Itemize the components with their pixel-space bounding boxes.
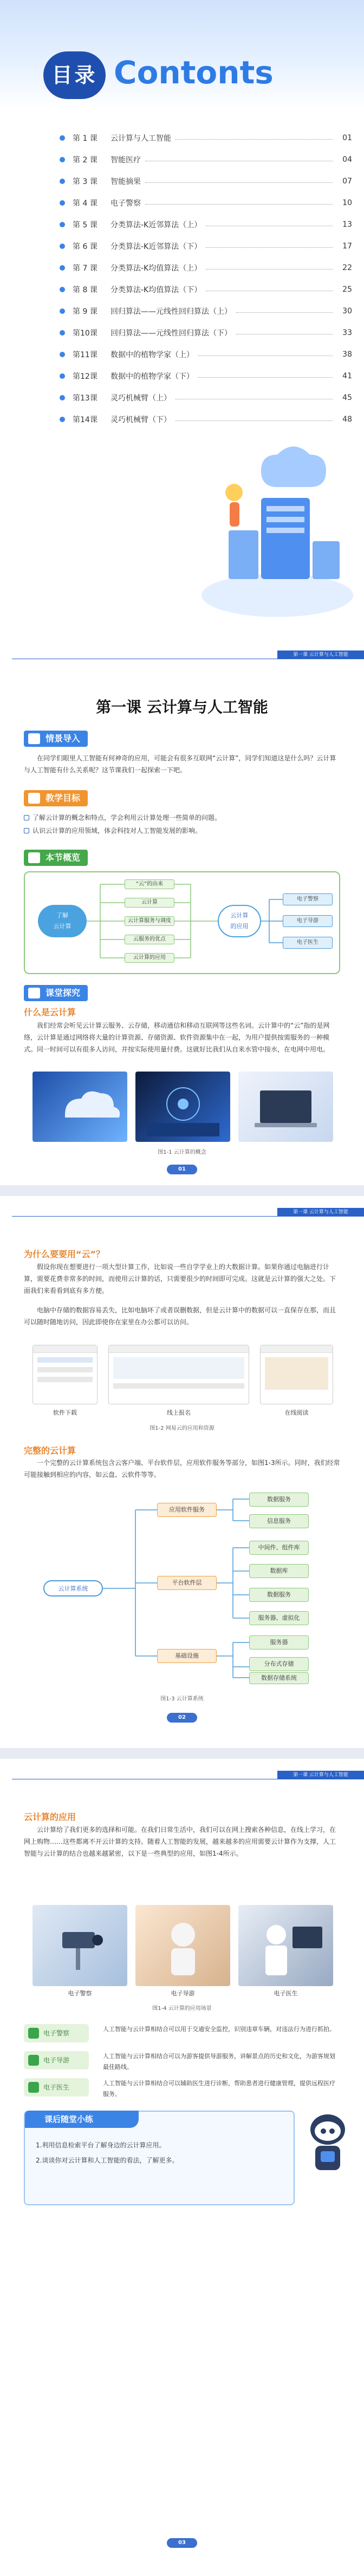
toc-page-number: 45 bbox=[342, 393, 352, 402]
toc-row[interactable] bbox=[60, 257, 352, 279]
cloud-icon bbox=[32, 1072, 127, 1142]
app-tag-police: 电子警察 bbox=[24, 2024, 89, 2042]
toc-lesson-number: 第 2 课 bbox=[73, 156, 98, 165]
toc-leader-dots bbox=[145, 204, 333, 205]
online-reading-screenshot bbox=[260, 1345, 333, 1404]
applications-text: 云计算给了我们更多的选择和可能。在我们日常生活中，我们可以在网上搜索各种信息，在线上学习，在网上购物……这些都离不开云计算的支持。随着人工智能的发展，越来越多的应用需要云计算作为支撑，人工智能与云计算的结合也越来越紧密，以下是一些典型的应用，如图1-4所示。 bbox=[24, 1826, 336, 1857]
tree-level2: 数据库 bbox=[249, 1564, 309, 1578]
section-tag-explore: 课堂探究 bbox=[24, 985, 88, 1001]
toc-row[interactable] bbox=[60, 235, 352, 257]
bullet-icon bbox=[60, 287, 65, 292]
toc-leader-dots bbox=[176, 420, 333, 421]
header-tab: 第一课 云计算与人工智能 bbox=[277, 1208, 364, 1217]
police-image bbox=[32, 1905, 127, 1986]
toc-page-number: 33 bbox=[342, 328, 352, 337]
toc-lesson-number: 第 6 课 bbox=[73, 242, 98, 251]
toc-row[interactable] bbox=[60, 322, 352, 344]
toc-lesson-number: 第12课 bbox=[73, 372, 98, 381]
cloud-storage-image bbox=[32, 1072, 127, 1142]
what-is-cloud-text: 我们经常会听见云计算云服务、云存储，移动通信和移动互联网等这些名词。云计算中的“云”指的是网络，云计算是通过网络将大量的计算资源、存储资源、软件资源集中在一起，为用户提供按需服务的一种模式。同一时间可以有很多人访问，并按实际使用量付费。这就好比我们从自来水管中接水，在电网中用电。 bbox=[24, 1022, 330, 1053]
tree-level2: 数据服务 bbox=[249, 1588, 309, 1602]
list-icon bbox=[28, 852, 40, 863]
toc-leader-dots bbox=[198, 377, 333, 378]
doctor-image bbox=[238, 1905, 333, 1986]
toc-row[interactable] bbox=[60, 409, 352, 430]
tree-level2: 服务器 bbox=[249, 1635, 309, 1650]
app-desc: 人工智能与云计算相结合可以辅助医生进行诊断，帮助患者进行健康管理，提供远程医疗服务。 bbox=[103, 2080, 335, 2098]
section-tag-intro: 情景导入 bbox=[24, 731, 88, 747]
toc-page-number: 48 bbox=[342, 415, 352, 424]
map-connector-right bbox=[261, 872, 283, 975]
toc-page-number: 10 bbox=[342, 199, 352, 207]
toc-leader-dots bbox=[145, 182, 333, 183]
toc-lesson-title: 数据中的植物学家（下） bbox=[110, 372, 194, 381]
bullet-icon bbox=[60, 265, 65, 271]
toc-row[interactable] bbox=[60, 387, 352, 409]
tree-level2: 数据服务 bbox=[249, 1493, 309, 1507]
doctor-icon bbox=[28, 2082, 39, 2093]
toc-row[interactable] bbox=[60, 170, 352, 192]
map-right-item: 电子导游 bbox=[283, 915, 333, 927]
toc-lesson-title: 分类算法-K近邻算法（上） bbox=[110, 221, 202, 229]
guide-image bbox=[135, 1905, 230, 1986]
practice-item: 2.谈谈你对云计算和人工智能的看法，了解更多。 bbox=[36, 2157, 179, 2164]
concept-map bbox=[24, 871, 340, 974]
toc-lesson-number: 第10课 bbox=[73, 329, 98, 338]
toc-row[interactable] bbox=[60, 300, 352, 322]
practice-box bbox=[24, 2111, 295, 2205]
browser-label: 线上报名 bbox=[167, 1409, 191, 1416]
laptop-icon bbox=[238, 1072, 333, 1142]
why-cloud-text: 假设你现在想要进行一项大型计算工作，比如说一些自学学业上的大数据计算。如果你通过电脑进行计算，需要花费非常多的时间，而使用云计算的话，只需要很少的时间即可完成。这就是云计算的强大之处。下面我们来看看到底有多方便。 bbox=[24, 1263, 336, 1294]
toc-lesson-title: 分类算法-K均值算法（下） bbox=[110, 286, 202, 294]
map-mid-item: 云计算 bbox=[125, 898, 174, 908]
bullet-icon bbox=[60, 244, 65, 249]
bullet-icon bbox=[60, 373, 65, 379]
browser-label: 在线阅读 bbox=[284, 1409, 309, 1416]
toc-row[interactable] bbox=[60, 192, 352, 214]
toc-lesson-title: 智能摘果 bbox=[110, 178, 141, 186]
figure-caption: 图1-2 网易云的应用和资源 bbox=[150, 1425, 214, 1431]
toc-leader-dots bbox=[176, 139, 333, 140]
header-tab: 第一课 云计算与人工智能 bbox=[277, 1771, 364, 1779]
why-cloud-text-2: 电脑中存储的数据容易丢失，比如电脑坏了或者误删数据，但是云计算中的数据可以一直保存在那，而且可以随时随地访问，因此即使你在家里在办公都可以访问。 bbox=[24, 1306, 336, 1326]
map-right-item: 电子警察 bbox=[283, 893, 333, 905]
map-right-item: 电子医生 bbox=[283, 937, 333, 949]
toc-lesson-title: 数据中的植物学家（上） bbox=[110, 351, 194, 359]
target-icon bbox=[28, 793, 40, 804]
header-tab: 第一课 云计算与人工智能 bbox=[277, 650, 364, 659]
tree-level1: 平台软件层 bbox=[157, 1576, 217, 1590]
toc-lesson-number: 第 5 课 bbox=[73, 221, 98, 229]
toc-lesson-number: 第 8 课 bbox=[73, 286, 98, 294]
intro-text: 在同学们眼里人工智能有何神奇的应用，可能会有很多互联网“云计算”，同学们知道这是什么吗？云计算与人工智能有什么关系呢？这节课我们一起探索一下吧。 bbox=[24, 754, 336, 774]
map-connector-mid bbox=[174, 872, 218, 975]
bullet-icon bbox=[60, 179, 65, 184]
figure-caption: 图1-1 云计算的概念 bbox=[158, 1149, 206, 1155]
toc-list bbox=[60, 127, 352, 430]
toc-lesson-number: 第 9 课 bbox=[73, 307, 98, 316]
toc-lesson-title: 回归算法——元线性回归算法（上） bbox=[110, 307, 232, 316]
app-label: 电子医生 bbox=[274, 1990, 298, 1997]
tree-root: 云计算系统 bbox=[43, 1580, 103, 1596]
bullet-icon bbox=[60, 222, 65, 227]
toc-page bbox=[0, 0, 364, 639]
map-mid-item: “云”的由来 bbox=[125, 879, 174, 889]
lesson-page-3 bbox=[0, 1759, 364, 2576]
bullet-icon bbox=[60, 135, 65, 141]
app-label: 电子导游 bbox=[171, 1990, 195, 1997]
header-line bbox=[12, 1216, 277, 1217]
bullet-icon bbox=[60, 308, 65, 314]
page-number: 03 bbox=[167, 2538, 197, 2548]
goal-item-1: 了解云计算的概念和特点，学会利用云计算处理一些简单的问题。 bbox=[24, 812, 340, 824]
cloud-computing-illustration-icon bbox=[196, 433, 353, 622]
tree-level2: 数据存储系统 bbox=[249, 1672, 309, 1684]
toc-title-en: Contonts bbox=[114, 54, 274, 91]
map-mid-item: 云计算服务与调度 bbox=[125, 916, 174, 926]
toc-page-number: 01 bbox=[342, 134, 352, 142]
toc-lesson-number: 第 4 课 bbox=[73, 199, 98, 208]
toc-lesson-number: 第13课 bbox=[73, 394, 98, 403]
app-tag-guide: 电子导游 bbox=[24, 2051, 89, 2069]
toc-page-number: 04 bbox=[342, 155, 352, 164]
toc-lesson-title: 云计算与人工智能 bbox=[110, 134, 171, 143]
subheading-full-system: 完整的云计算 bbox=[24, 1445, 76, 1456]
toc-lesson-title: 智能医疗 bbox=[110, 156, 141, 165]
robot-mascot-icon bbox=[303, 2105, 352, 2181]
full-system-text: 一个完整的云计算系统包含云客户端、平台软件层，应用软件服务等部分，如图1-3所示。同时，我们经常可能接触到相应的内容，如云盘、云软件等等。 bbox=[24, 1459, 340, 1478]
section-tag-goals: 教学目标 bbox=[24, 790, 88, 806]
toc-row[interactable] bbox=[60, 279, 352, 300]
page-number: 01 bbox=[167, 1165, 197, 1174]
app-tag-doctor: 电子医生 bbox=[24, 2078, 89, 2097]
map-left-node: 了解 云计算 bbox=[38, 905, 87, 937]
bullet-icon bbox=[60, 352, 65, 357]
toc-row[interactable] bbox=[60, 127, 352, 149]
subheading-what-is-cloud: 什么是云计算 bbox=[24, 1007, 76, 1017]
tree-level1: 应用软件服务 bbox=[157, 1503, 217, 1517]
app-label: 电子警察 bbox=[68, 1990, 92, 1997]
toc-row[interactable] bbox=[60, 365, 352, 387]
bullet-icon bbox=[60, 395, 65, 400]
figure-caption: 图1-3 云计算系统 bbox=[160, 1696, 204, 1702]
toc-leader-dots bbox=[206, 247, 333, 248]
guide-icon bbox=[28, 2055, 39, 2066]
toc-row[interactable] bbox=[60, 344, 352, 365]
toc-page-number: 38 bbox=[342, 350, 352, 359]
page-number: 02 bbox=[167, 1713, 197, 1723]
bullet-icon bbox=[60, 417, 65, 422]
map-mid-item: 云计算的应用 bbox=[125, 953, 174, 963]
devices-image bbox=[238, 1072, 333, 1142]
toc-leader-dots bbox=[236, 312, 333, 313]
toc-page-number: 22 bbox=[342, 264, 352, 272]
lesson-page-2 bbox=[0, 1196, 364, 1748]
tree-level2: 信息服务 bbox=[249, 1514, 309, 1528]
toc-row[interactable] bbox=[60, 149, 352, 170]
toc-lesson-title: 灵巧机械臂（下） bbox=[110, 416, 171, 424]
figure-caption: 图1-4 云计算的应用场景 bbox=[152, 2006, 212, 2012]
tree-level1: 基础设施 bbox=[157, 1649, 217, 1663]
app-download-screenshot bbox=[32, 1345, 98, 1404]
subheading-why-cloud: 为什么要要用“云”？ bbox=[24, 1249, 105, 1259]
toc-lesson-number: 第11课 bbox=[73, 351, 98, 359]
online-signup-screenshot bbox=[108, 1345, 249, 1404]
toc-title-cn: 目录 bbox=[43, 51, 106, 99]
app-desc: 人工智能与云计算相结合可以为游客提供导游服务，讲解景点的历史和文化，为游客规划最佳路线。 bbox=[103, 2053, 335, 2071]
map-center-node: 云计算 的应用 bbox=[218, 905, 261, 937]
toc-page-number: 07 bbox=[342, 177, 352, 186]
toc-row[interactable] bbox=[60, 214, 352, 235]
toc-lesson-title: 电子警察 bbox=[110, 199, 141, 208]
bullet-icon bbox=[60, 330, 65, 336]
toc-lesson-title: 分类算法-K均值算法（上） bbox=[110, 264, 202, 273]
toc-lesson-title: 分类算法-K近邻算法（下） bbox=[110, 242, 202, 251]
toc-page-number: 17 bbox=[342, 242, 352, 251]
practice-title: 课后随堂小练 bbox=[25, 2111, 139, 2128]
toc-lesson-number: 第 7 课 bbox=[73, 264, 98, 273]
bullet-icon bbox=[60, 157, 65, 162]
network-icon bbox=[135, 1072, 230, 1142]
section-tag-overview: 本节概览 bbox=[24, 850, 88, 866]
camera-icon bbox=[32, 1905, 127, 1986]
toc-lesson-number: 第 3 课 bbox=[73, 178, 98, 186]
browser-label: 软件下载 bbox=[53, 1409, 77, 1416]
toc-page-number: 30 bbox=[342, 307, 352, 316]
lesson-title: 第一课 云计算与人工智能 bbox=[96, 698, 268, 716]
tree-level2: 中间件、组件库 bbox=[249, 1541, 309, 1555]
magnifier-icon bbox=[28, 988, 40, 998]
tree-level2: 分布式存储 bbox=[249, 1657, 309, 1671]
toc-lesson-number: 第14课 bbox=[73, 416, 98, 424]
toc-page-number: 25 bbox=[342, 285, 352, 294]
network-city-image bbox=[135, 1072, 230, 1142]
toc-lesson-title: 回归算法——元线性回归算法（下） bbox=[110, 329, 232, 338]
toc-page-number: 13 bbox=[342, 220, 352, 229]
toc-lesson-title: 灵巧机械臂（上） bbox=[110, 394, 171, 403]
lightbulb-icon bbox=[28, 733, 40, 744]
toc-page-number: 41 bbox=[342, 372, 352, 380]
tree-level2: 服务器、虚拟化 bbox=[249, 1611, 309, 1625]
police-icon bbox=[28, 2028, 39, 2039]
app-desc: 人工智能与云计算相结合可以用于交通安全监控，识别违章车辆，对违法行为进行抓拍。 bbox=[103, 2026, 335, 2033]
bullet-icon bbox=[60, 200, 65, 206]
robot-guide-icon bbox=[135, 1905, 230, 1986]
goal-item-2: 认识云计算的应用领域，体会科技对人工智能发展的影响。 bbox=[24, 825, 340, 837]
practice-item: 1.利用信息检索平台了解身边的云计算应用。 bbox=[36, 2141, 166, 2149]
lesson-page-1 bbox=[0, 639, 364, 1185]
doctor-icon bbox=[238, 1905, 333, 1986]
map-mid-item: 云服务的优点 bbox=[125, 935, 174, 944]
map-connector-left bbox=[87, 872, 125, 975]
toc-leader-dots bbox=[206, 269, 333, 270]
toc-lesson-number: 第 1 课 bbox=[73, 134, 98, 143]
subheading-applications: 云计算的应用 bbox=[24, 1812, 76, 1822]
